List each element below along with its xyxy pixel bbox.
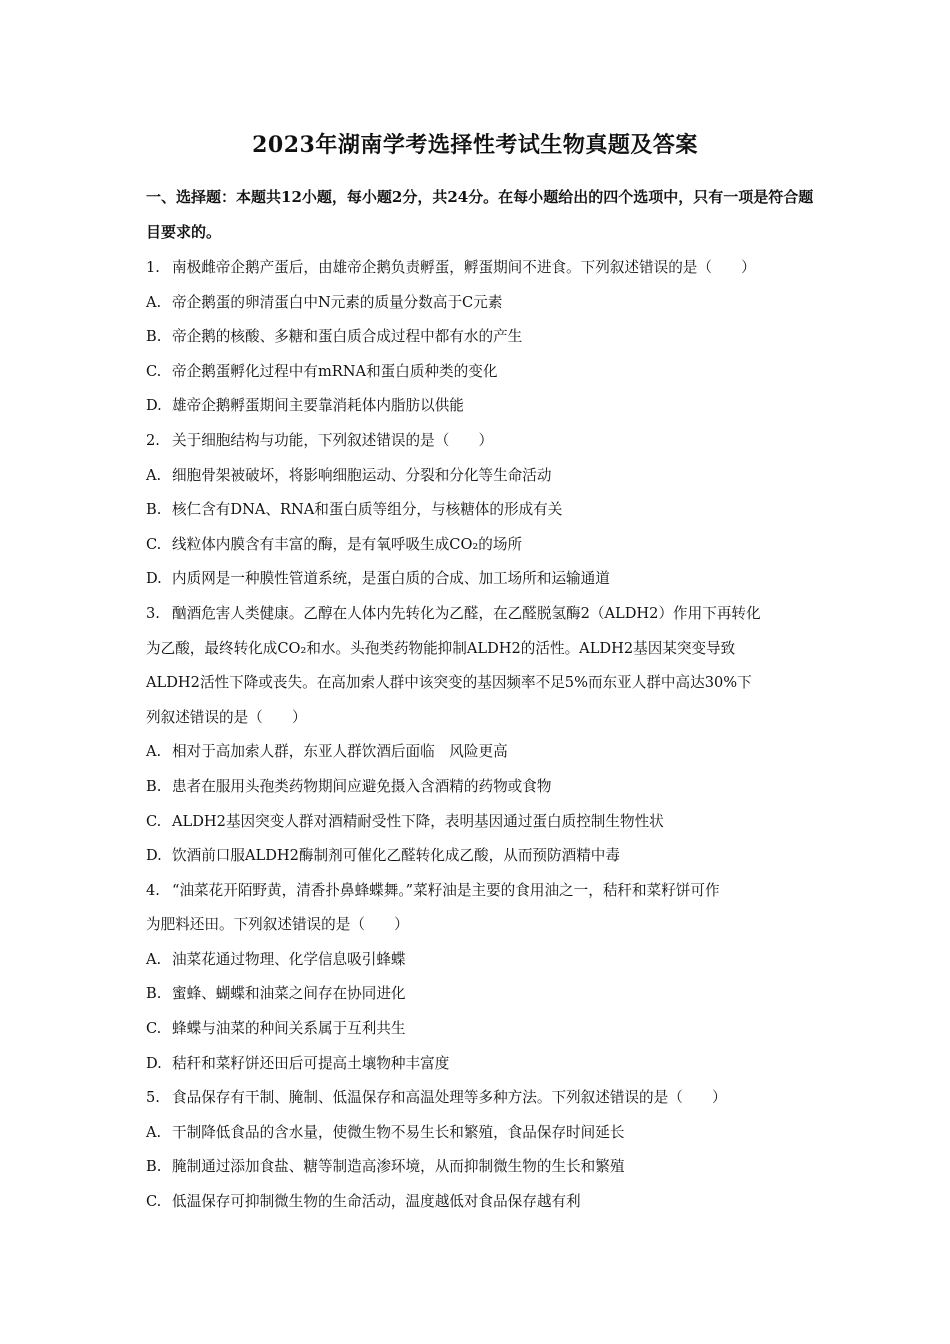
question-3-option-d: D. 饮酒前口服ALDH2酶制剂可催化乙醛转化成乙酸，从而预防酒精中毒 [146, 847, 620, 865]
question-4-option-d: D. 秸秆和菜籽饼还田后可提高土壤物种丰富度 [146, 1054, 450, 1072]
question-2-option-d: D. 内质网是一种膜性管道系统，是蛋白质的合成、加工场所和运输通道 [146, 570, 610, 588]
question-2-option-b: B. 核仁含有DNA、RNA和蛋白质等组分，与核糖体的形成有关 [146, 501, 563, 519]
question-3-option-c: C. ALDH2基因突变人群对酒精耐受性下降，表明基因通过蛋白质控制生物性状 [146, 812, 664, 830]
document-title: 2023年湖南学考选择性考试生物真题及答案 [252, 132, 698, 158]
question-1-option-d: D. 雄帝企鹅孵蛋期间主要靠消耗体内脂肪以供能 [146, 397, 464, 415]
question-1-option-a: A. 帝企鹅蛋的卵清蛋白中N元素的质量分数高于C元素 [146, 293, 503, 311]
question-3-stem-line-1: 3. 酗酒危害人类健康。乙醇在人体内先转化为乙醛，在乙醛脱氢酶2（ALDH2）作用下再转化 [146, 604, 761, 622]
question-5-stem: 5. 食品保存有干制、腌制、低温保存和高温处理等多种方法。下列叙述错误的是（ ） [146, 1089, 727, 1107]
question-3-stem-line-2: 为乙酸，最终转化成CO₂和水。头孢类药物能抑制ALDH2的活性。ALDH2基因某突变导致 [146, 639, 736, 657]
question-3-stem-line-3: ALDH2活性下降或丧失。在高加索人群中该突变的基因频率不足5%而东亚人群中高达30%下 [146, 674, 752, 692]
question-list [146, 251, 816, 1220]
question-3-option-b: B. 患者在服用头孢类药物期间应避免摄入含酒精的药物或食物 [146, 777, 552, 795]
question-2-stem: 2. 关于细胞结构与功能，下列叙述错误的是（ ） [146, 431, 494, 449]
question-1-option-c: C. 帝企鹅蛋孵化过程中有mRNA和蛋白质种类的变化 [146, 362, 498, 380]
question-2-option-c: C. 线粒体内膜含有丰富的酶，是有氧呼吸生成CO₂的场所 [146, 535, 523, 553]
question-5-option-a: A. 干制降低食品的含水量，使微生物不易生长和繁殖，食品保存时间延长 [146, 1123, 625, 1141]
question-4-option-c: C. 蜂蝶与油菜的种间关系属于互利共生 [146, 1020, 406, 1038]
question-3-stem-line-4: 列叙述错误的是（ ） [146, 708, 307, 726]
question-4-stem-line-2: 为肥料还田。下列叙述错误的是（ ） [146, 916, 409, 934]
question-5-option-b: B. 腌制通过添加食盐、糖等制造高渗环境，从而抑制微生物的生长和繁殖 [146, 1158, 625, 1176]
section-heading: 一、选择题：本题共12小题，每小题2分，共24分。在每小题给出的四个选项中，只有一项是符合题目要求的。 [146, 188, 814, 241]
question-4-option-b: B. 蜜蜂、蝴蝶和油菜之间存在协同进化 [146, 985, 406, 1003]
question-1-option-b: B. 帝企鹅的核酸、多糖和蛋白质合成过程中都有水的产生 [146, 328, 523, 346]
question-4-option-a: A. 油菜花通过物理、化学信息吸引蜂蝶 [146, 950, 406, 968]
question-1-stem: 1. 南极雌帝企鹅产蛋后，由雄帝企鹅负责孵蛋，孵蛋期间不进食。下列叙述错误的是（ ） [146, 259, 756, 276]
question-4-stem-line-1: 4. “油菜花开陌野黄，清香扑鼻蜂蝶舞。”菜籽油是主要的食用油之一，秸秆和菜籽饼可作 [146, 881, 720, 899]
question-5-option-c: C. 低温保存可抑制微生物的生命活动，温度越低对食品保存越有利 [146, 1193, 581, 1211]
question-3-option-a: A. 相对于高加索人群，东亚人群饮酒后面临 风险更高 [146, 743, 508, 761]
question-2-option-a: A. 细胞骨架被破坏，将影响细胞运动、分裂和分化等生命活动 [146, 466, 552, 484]
